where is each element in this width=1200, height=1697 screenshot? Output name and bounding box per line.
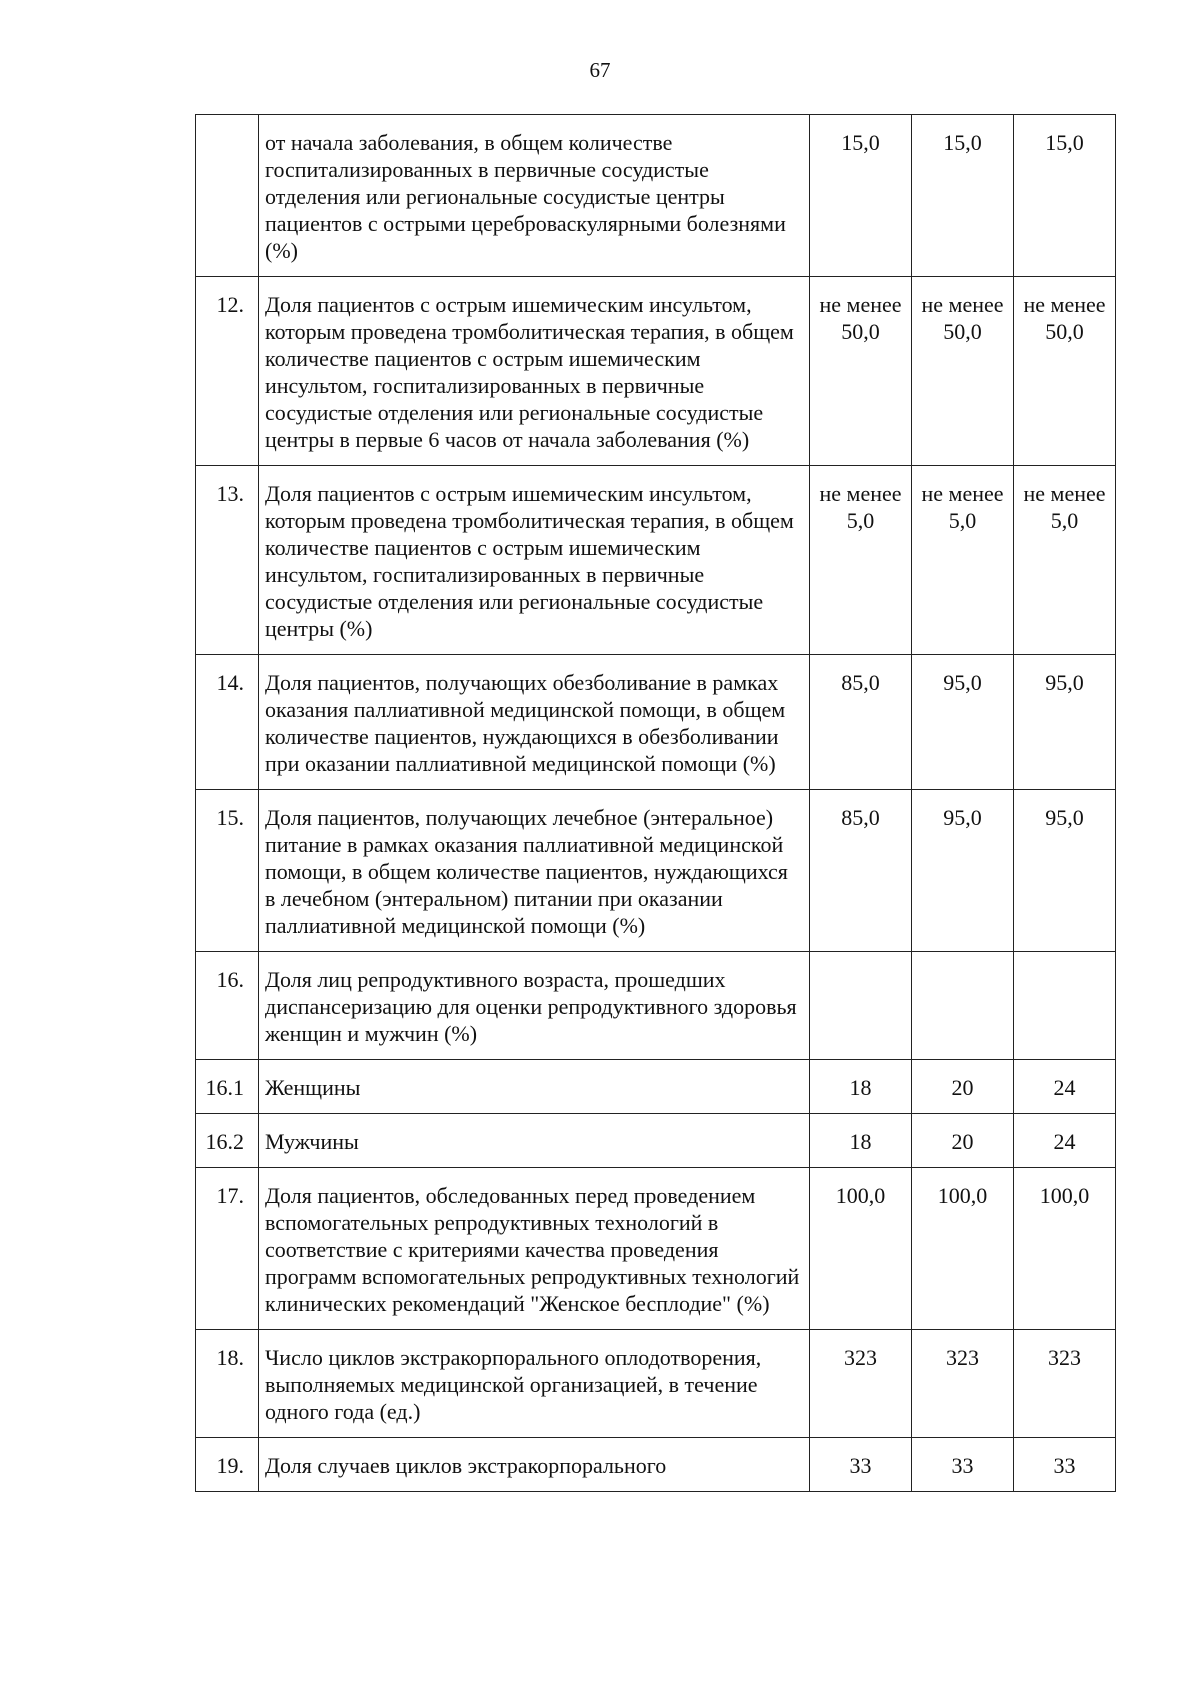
indicator-text: Число циклов экстракорпорального оплодотворения, выполняемых медицинской организацией, в течение одного года (ед.) xyxy=(259,1330,810,1438)
value-year-1: не менее 5,0 xyxy=(810,466,912,655)
value-year-3: 24 xyxy=(1014,1060,1116,1114)
value-year-2: не менее 5,0 xyxy=(912,466,1014,655)
indicator-text: Женщины xyxy=(259,1060,810,1114)
value-year-1: 100,0 xyxy=(810,1168,912,1330)
value-year-2: 323 xyxy=(912,1330,1014,1438)
table-row xyxy=(196,655,1116,790)
value-year-1: 15,0 xyxy=(810,115,912,277)
table-row xyxy=(196,1168,1116,1330)
row-number: 17. xyxy=(196,1168,259,1330)
value-year-3: 33 xyxy=(1014,1438,1116,1492)
table-row xyxy=(196,790,1116,952)
row-number: 16. xyxy=(196,952,259,1060)
page-number: 67 xyxy=(589,58,611,82)
row-number: 19. xyxy=(196,1438,259,1492)
value-year-2: 95,0 xyxy=(912,655,1014,790)
row-number: 18. xyxy=(196,1330,259,1438)
row-number: 16.2 xyxy=(196,1114,259,1168)
value-year-2: 20 xyxy=(912,1060,1014,1114)
row-number xyxy=(196,115,259,277)
table-row xyxy=(196,1060,1116,1114)
indicator-text: Мужчины xyxy=(259,1114,810,1168)
indicator-text: Доля пациентов, обследованных перед проведением вспомогательных репродуктивных технологий в соответствие с критериями качества проведения программ вспомогательных репродуктивных технологий клинических рекомендаций "Женское бесплодие" (%) xyxy=(259,1168,810,1330)
value-year-3: 15,0 xyxy=(1014,115,1116,277)
value-year-3: не менее 50,0 xyxy=(1014,277,1116,466)
row-number: 14. xyxy=(196,655,259,790)
table-row xyxy=(196,1114,1116,1168)
table-row xyxy=(196,1330,1116,1438)
value-year-2: не менее 50,0 xyxy=(912,277,1014,466)
value-year-2 xyxy=(912,952,1014,1060)
value-year-3: 24 xyxy=(1014,1114,1116,1168)
value-year-1: 323 xyxy=(810,1330,912,1438)
row-number: 16.1 xyxy=(196,1060,259,1114)
value-year-1: 18 xyxy=(810,1114,912,1168)
value-year-2: 100,0 xyxy=(912,1168,1014,1330)
indicators-table xyxy=(195,114,1116,1492)
indicator-text: Доля случаев циклов экстракорпорального xyxy=(259,1438,810,1492)
row-number: 12. xyxy=(196,277,259,466)
table-row xyxy=(196,277,1116,466)
value-year-3: 95,0 xyxy=(1014,790,1116,952)
row-number: 15. xyxy=(196,790,259,952)
value-year-1: 18 xyxy=(810,1060,912,1114)
value-year-3: не менее 5,0 xyxy=(1014,466,1116,655)
indicator-text: от начала заболевания, в общем количестве госпитализированных в первичные сосудистые отделения или региональные сосудистые центры пациентов с острыми цереброваскулярными болезнями (%) xyxy=(259,115,810,277)
value-year-1: 33 xyxy=(810,1438,912,1492)
value-year-1 xyxy=(810,952,912,1060)
value-year-1: 85,0 xyxy=(810,790,912,952)
table-row xyxy=(196,115,1116,277)
table-row xyxy=(196,952,1116,1060)
row-number: 13. xyxy=(196,466,259,655)
value-year-2: 20 xyxy=(912,1114,1014,1168)
value-year-3 xyxy=(1014,952,1116,1060)
value-year-3: 95,0 xyxy=(1014,655,1116,790)
indicator-text: Доля лиц репродуктивного возраста, прошедших диспансеризацию для оценки репродуктивного здоровья женщин и мужчин (%) xyxy=(259,952,810,1060)
value-year-1: не менее 50,0 xyxy=(810,277,912,466)
indicator-text: Доля пациентов с острым ишемическим инсультом, которым проведена тромболитическая терапия, в общем количестве пациентов с острым ишемическим инсультом, госпитализированных в первичные сосудистые отделения или региональные сосудистые центры (%) xyxy=(259,466,810,655)
table-row xyxy=(196,1438,1116,1492)
value-year-2: 33 xyxy=(912,1438,1014,1492)
value-year-3: 100,0 xyxy=(1014,1168,1116,1330)
indicator-text: Доля пациентов, получающих лечебное (энтеральное) питание в рамках оказания паллиативной медицинской помощи, в общем количестве пациентов, нуждающихся в лечебном (энтеральном) питании при оказании паллиативной медицинской помощи (%) xyxy=(259,790,810,952)
value-year-3: 323 xyxy=(1014,1330,1116,1438)
table-row xyxy=(196,466,1116,655)
value-year-1: 85,0 xyxy=(810,655,912,790)
value-year-2: 95,0 xyxy=(912,790,1014,952)
value-year-2: 15,0 xyxy=(912,115,1014,277)
indicator-text: Доля пациентов с острым ишемическим инсультом, которым проведена тромболитическая терапия, в общем количестве пациентов с острым ишемическим инсультом, госпитализированных в первичные сосудистые отделения или региональные сосудистые центры в первые 6 часов от начала заболевания (%) xyxy=(259,277,810,466)
indicator-text: Доля пациентов, получающих обезболивание в рамках оказания паллиативной медицинской помощи, в общем количестве пациентов, нуждающихся в обезболивании при оказании паллиативной медицинской помощи (%) xyxy=(259,655,810,790)
